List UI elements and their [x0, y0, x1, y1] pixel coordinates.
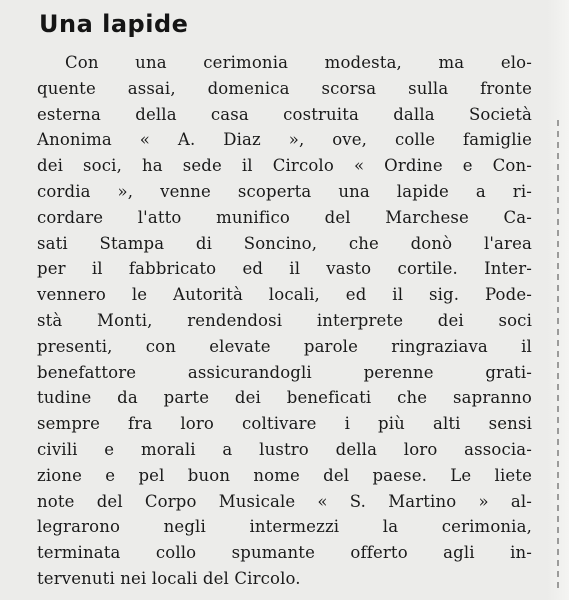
article-line: civili e morali a lustro della loro associa-: [37, 439, 532, 459]
article-line: sempre fra loro coltivare i più alti sensi: [37, 414, 532, 434]
article-body: [37, 50, 532, 592]
article-line: presenti, con elevate parole ringraziava il: [37, 336, 532, 356]
article-line: Anonima « A. Diaz », ove, colle famiglie: [37, 130, 532, 150]
article-line: stà Monti, rendendosi interprete dei soci: [37, 310, 532, 330]
article-line: note del Corpo Musicale « S. Martino » al-: [37, 491, 532, 511]
article-line: terminata collo spumante offerto agli in-: [37, 543, 532, 563]
article-line: vennero le Autorità locali, ed il sig. Pode-: [37, 285, 532, 305]
article-line: quente assai, domenica scorsa sulla fronte: [37, 78, 532, 98]
article-headline: Una lapide: [39, 10, 189, 38]
column-rule: [557, 120, 559, 590]
article-line: tudine da parte dei beneficati che sapranno: [37, 388, 532, 408]
article-line: tervenuti nei locali del Circolo.: [37, 568, 301, 588]
article-line: per il fabbricato ed il vasto cortile. Inter-: [37, 259, 532, 279]
article-line: cordare l'atto munifico del Marchese Ca-: [37, 207, 532, 227]
article-line: esterna della casa costruita dalla Società: [37, 104, 532, 124]
article-line: benefattore assicurandogli perenne grati-: [37, 362, 532, 382]
article-line: sati Stampa di Soncino, che donò l'area: [37, 233, 532, 253]
article-line: Con una cerimonia modesta, ma elo-: [65, 53, 532, 72]
article-line: zione e pel buon nome del paese. Le liete: [37, 465, 532, 485]
article-line: legrarono negli intermezzi la cerimonia,: [37, 517, 532, 537]
article-line: cordia », venne scoperta una lapide a ri-: [37, 181, 532, 201]
article-line: dei soci, ha sede il Circolo « Ordine e Con-: [37, 156, 532, 176]
